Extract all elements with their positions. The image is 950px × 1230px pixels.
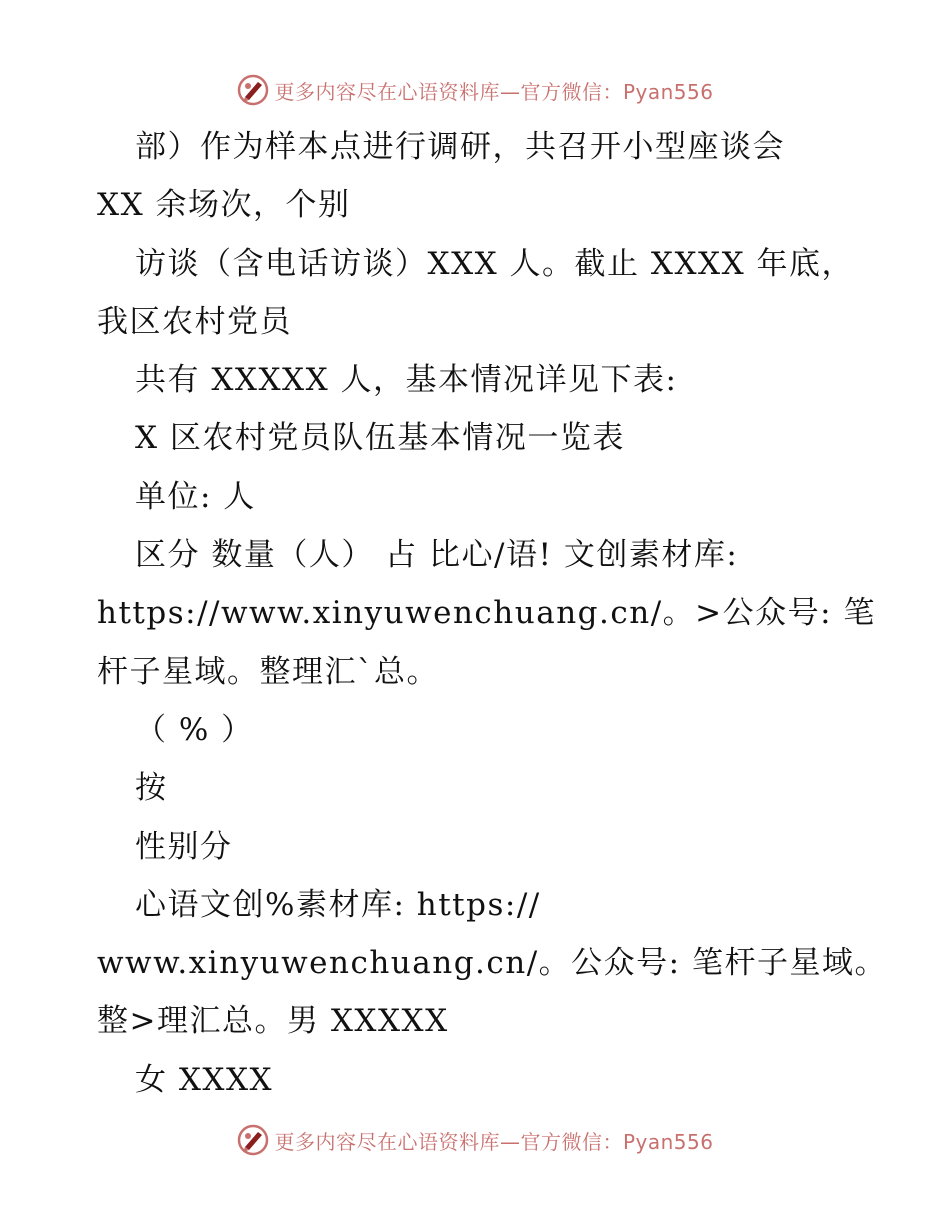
footer-banner (0, 1120, 950, 1160)
text-line: 访谈（含电话访谈）XXX 人。截止 XXXX 年底， (135, 245, 855, 282)
table-title: X 区农村党员队伍基本情况一览表 (135, 420, 625, 457)
body-text (97, 118, 887, 1109)
text-line: 女 XXXX (135, 1061, 274, 1098)
text-line: 杆子星域。整理汇`总。 (97, 653, 439, 690)
table-unit: 单位: 人 (135, 478, 256, 515)
header-banner-text: 更多内容尽在心语资料库—官方微信：Pyan556 (274, 79, 714, 104)
text-line: 区分 数量（人） 占 比心/语! 文创素材库: (135, 537, 739, 574)
text-line: 整>理汇总。男 XXXXX (97, 1003, 449, 1040)
text-line: 性别分 (135, 828, 233, 865)
text-line: www.xinyuwenchuang.cn/。公众号: 笔杆子星域。 (97, 945, 887, 982)
footer-banner-text: 更多内容尽在心语资料库—官方微信：Pyan556 (274, 1129, 714, 1154)
pen-logo-icon (236, 73, 270, 107)
text-line: 部）作为样本点进行调研，共召开小型座谈会 (135, 129, 785, 165)
text-line: 心语文创%素材库: https:// (135, 886, 541, 923)
text-line: 我区农村党员 (97, 303, 292, 340)
header-banner (0, 70, 950, 110)
text-line: 共有 XXXXX 人，基本情况详见下表: (135, 362, 678, 399)
text-line: 按 (135, 770, 168, 807)
pen-logo-icon (236, 1123, 270, 1157)
text-line: （ % ） (135, 711, 254, 748)
text-line: https://www.xinyuwenchuang.cn/。>公众号: 笔 (97, 595, 876, 632)
text-line: XX 余场次，个别 (97, 187, 351, 224)
